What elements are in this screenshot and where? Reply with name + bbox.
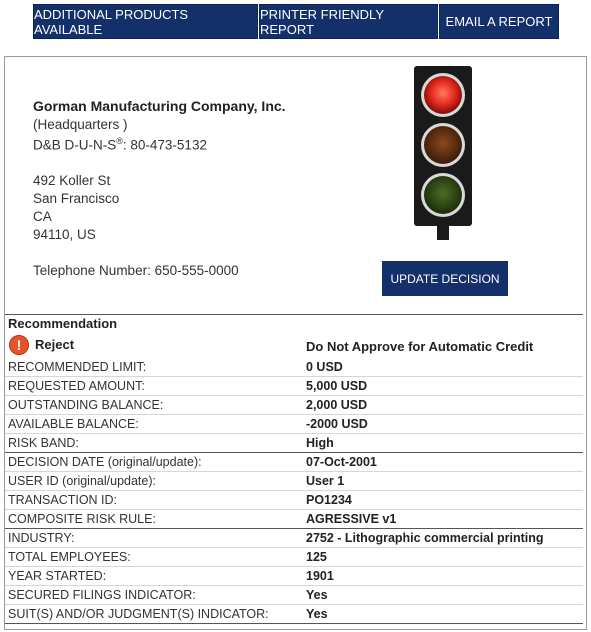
detail-value: 1901 <box>306 569 334 583</box>
registered-mark: ® <box>116 136 123 146</box>
detail-label: SUIT(S) AND/OR JUDGMENT(S) INDICATOR: <box>8 607 269 621</box>
detail-label: TOTAL EMPLOYEES: <box>8 550 131 564</box>
detail-row <box>5 396 583 415</box>
detail-value: 2752 - Lithographic commercial printing <box>306 531 544 545</box>
detail-label: OUTSTANDING BALANCE: <box>8 398 164 412</box>
detail-label: INDUSTRY: <box>8 531 75 545</box>
detail-value: 2,000 USD <box>306 398 368 412</box>
duns-label: D&B D-U-N-S <box>33 137 117 153</box>
duns-number: : 80-473-5132 <box>122 137 207 153</box>
detail-value: Yes <box>306 588 328 602</box>
traffic-light-icon <box>410 64 476 242</box>
detail-row <box>5 415 583 434</box>
detail-label: USER ID (original/update): <box>8 474 156 488</box>
detail-row <box>5 358 583 377</box>
recommendation-header: Recommendation <box>8 316 118 331</box>
green-lamp <box>424 176 462 214</box>
detail-row <box>5 605 583 624</box>
detail-label: AVAILABLE BALANCE: <box>8 417 139 431</box>
recommendation-status: Reject <box>35 337 75 352</box>
detail-row <box>5 377 583 396</box>
address-street: 492 Koller St <box>33 173 111 188</box>
address-city: San Francisco <box>33 191 120 206</box>
detail-label: RISK BAND: <box>8 436 79 450</box>
divider <box>5 314 583 315</box>
detail-row <box>5 434 583 453</box>
duns-line <box>33 136 207 153</box>
detail-row <box>5 548 583 567</box>
detail-row <box>5 586 583 605</box>
company-type: (Headquarters ) <box>33 117 128 132</box>
red-lamp <box>424 76 462 114</box>
detail-label: REQUESTED AMOUNT: <box>8 379 145 393</box>
email-report-button[interactable]: EMAIL A REPORT <box>439 4 559 39</box>
address-zip: 94110, US <box>33 227 96 242</box>
detail-value: 125 <box>306 550 327 564</box>
detail-label: TRANSACTION ID: <box>8 493 118 507</box>
detail-label: RECOMMENDED LIMIT: <box>8 360 147 374</box>
update-decision-button[interactable]: UPDATE DECISION <box>382 261 508 296</box>
amber-lamp <box>424 126 462 164</box>
detail-value: 07-Oct-2001 <box>306 455 377 469</box>
detail-row <box>5 472 583 491</box>
detail-value: User 1 <box>306 474 345 488</box>
detail-label: SECURED FILINGS INDICATOR: <box>8 588 196 602</box>
detail-value: Yes <box>306 607 328 621</box>
company-name: Gorman Manufacturing Company, Inc. <box>33 98 286 114</box>
printer-friendly-report-button[interactable]: PRINTER FRIENDLY REPORT <box>259 4 438 39</box>
detail-value: High <box>306 436 334 450</box>
detail-row <box>5 529 583 548</box>
detail-label: DECISION DATE (original/update): <box>8 455 202 469</box>
detail-row <box>5 453 583 472</box>
address-state: CA <box>33 209 52 224</box>
additional-products-button[interactable]: ADDITIONAL PRODUCTS AVAILABLE <box>33 4 258 39</box>
detail-row <box>5 491 583 510</box>
detail-label: YEAR STARTED: <box>8 569 107 583</box>
detail-label: COMPOSITE RISK RULE: <box>8 512 156 526</box>
detail-value: -2000 USD <box>306 417 368 431</box>
detail-row <box>5 510 583 529</box>
detail-value: 0 USD <box>306 360 343 374</box>
detail-row <box>5 567 583 586</box>
detail-value: AGRESSIVE v1 <box>306 512 397 526</box>
alert-icon: ! <box>9 335 29 355</box>
detail-value: PO1234 <box>306 493 352 507</box>
recommendation-description: Do Not Approve for Automatic Credit <box>306 339 534 354</box>
telephone-number: Telephone Number: 650-555-0000 <box>33 263 239 278</box>
detail-value: 5,000 USD <box>306 379 368 393</box>
